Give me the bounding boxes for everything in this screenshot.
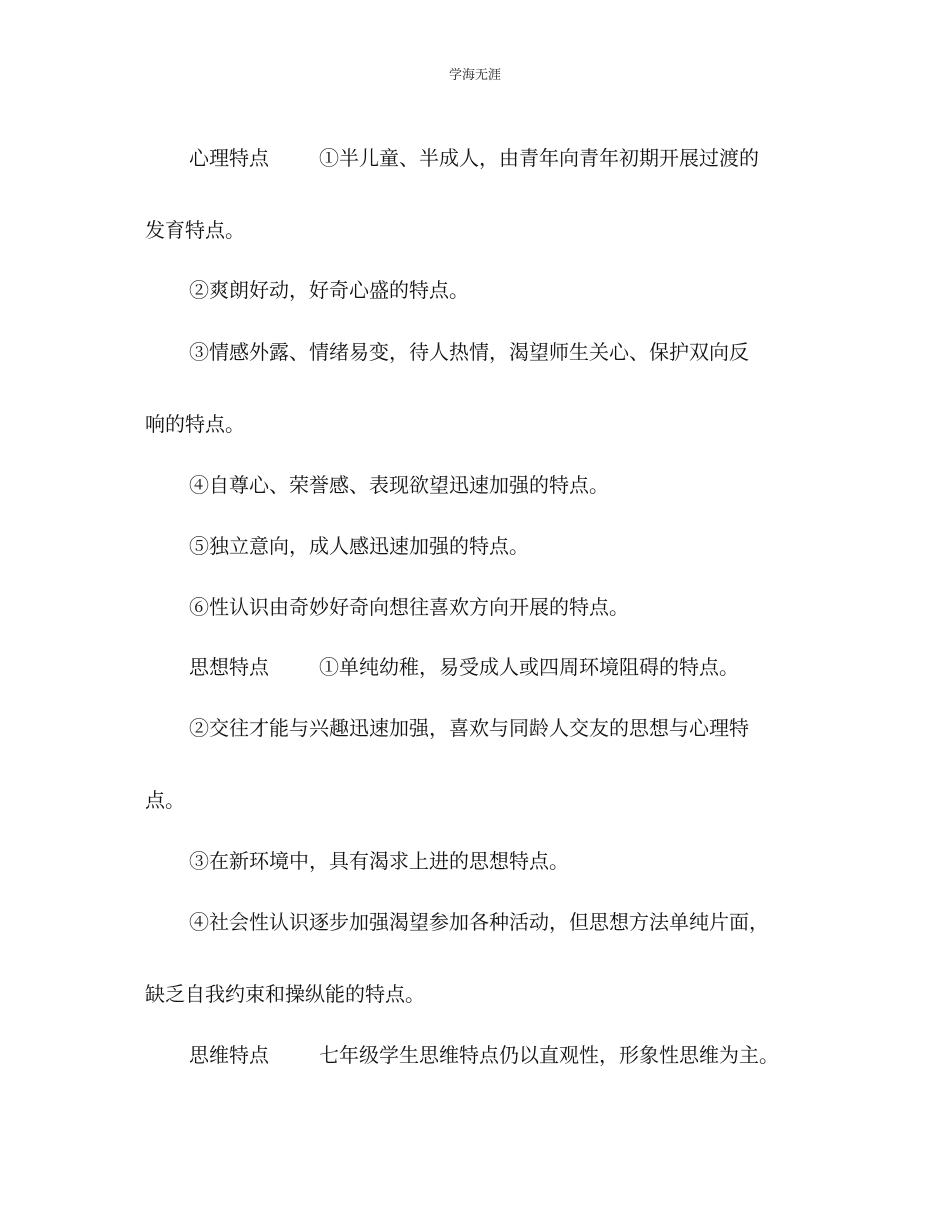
line-text: ②交往才能与兴趣迅速加强，喜欢与同龄人交友的思想与心理特	[189, 716, 749, 740]
page-header: 学海无涯	[448, 68, 501, 83]
paragraph-line	[189, 594, 629, 620]
paragraph-line	[145, 787, 185, 813]
line-text: ②爽朗好动，好奇心盛的特点。	[189, 278, 469, 302]
paragraph-line	[189, 472, 609, 498]
line-text: ⑥性认识由奇妙好奇向想往喜欢方向开展的特点。	[189, 595, 629, 619]
paragraph-line	[189, 1042, 779, 1068]
paragraph-line	[189, 339, 749, 365]
line-text: ①半儿童、半成人，由青年向青年初期开展过渡的	[319, 146, 759, 170]
line-text: 响的特点。	[145, 412, 245, 436]
paragraph-line	[145, 217, 245, 243]
paragraph-line	[189, 909, 769, 935]
paragraph-line	[189, 145, 759, 171]
paragraph-line	[145, 411, 245, 437]
paragraph-line	[145, 981, 425, 1007]
paragraph-line	[189, 715, 749, 741]
paragraph-line	[189, 533, 529, 559]
line-text: 发育特点。	[145, 218, 245, 242]
section-label: 思想特点	[189, 655, 269, 679]
section-label: 思维特点	[189, 1043, 269, 1067]
line-text: ③在新环境中，具有渴求上进的思想特点。	[189, 849, 569, 873]
line-text: ④自尊心、荣誉感、表现欲望迅速加强的特点。	[189, 473, 609, 497]
line-text: ③情感外露、情绪易变，待人热情，渴望师生关心、保护双向反	[189, 340, 749, 364]
line-text: ①单纯幼稚，易受成人或四周环境阻碍的特点。	[319, 655, 739, 679]
line-text: 点。	[145, 788, 185, 812]
paragraph-line	[189, 654, 739, 680]
line-text: 缺乏自我约束和操纵能的特点。	[145, 982, 425, 1006]
line-text: ④社会性认识逐步加强渴望参加各种活动，但思想方法单纯片面，	[189, 910, 769, 934]
paragraph-line	[189, 277, 469, 303]
line-text: ⑤独立意向，成人感迅速加强的特点。	[189, 534, 529, 558]
paragraph-line	[189, 848, 569, 874]
line-text: 七年级学生思维特点仍以直观性，形象性思维为主。	[319, 1043, 779, 1067]
section-label: 心理特点	[189, 146, 269, 170]
